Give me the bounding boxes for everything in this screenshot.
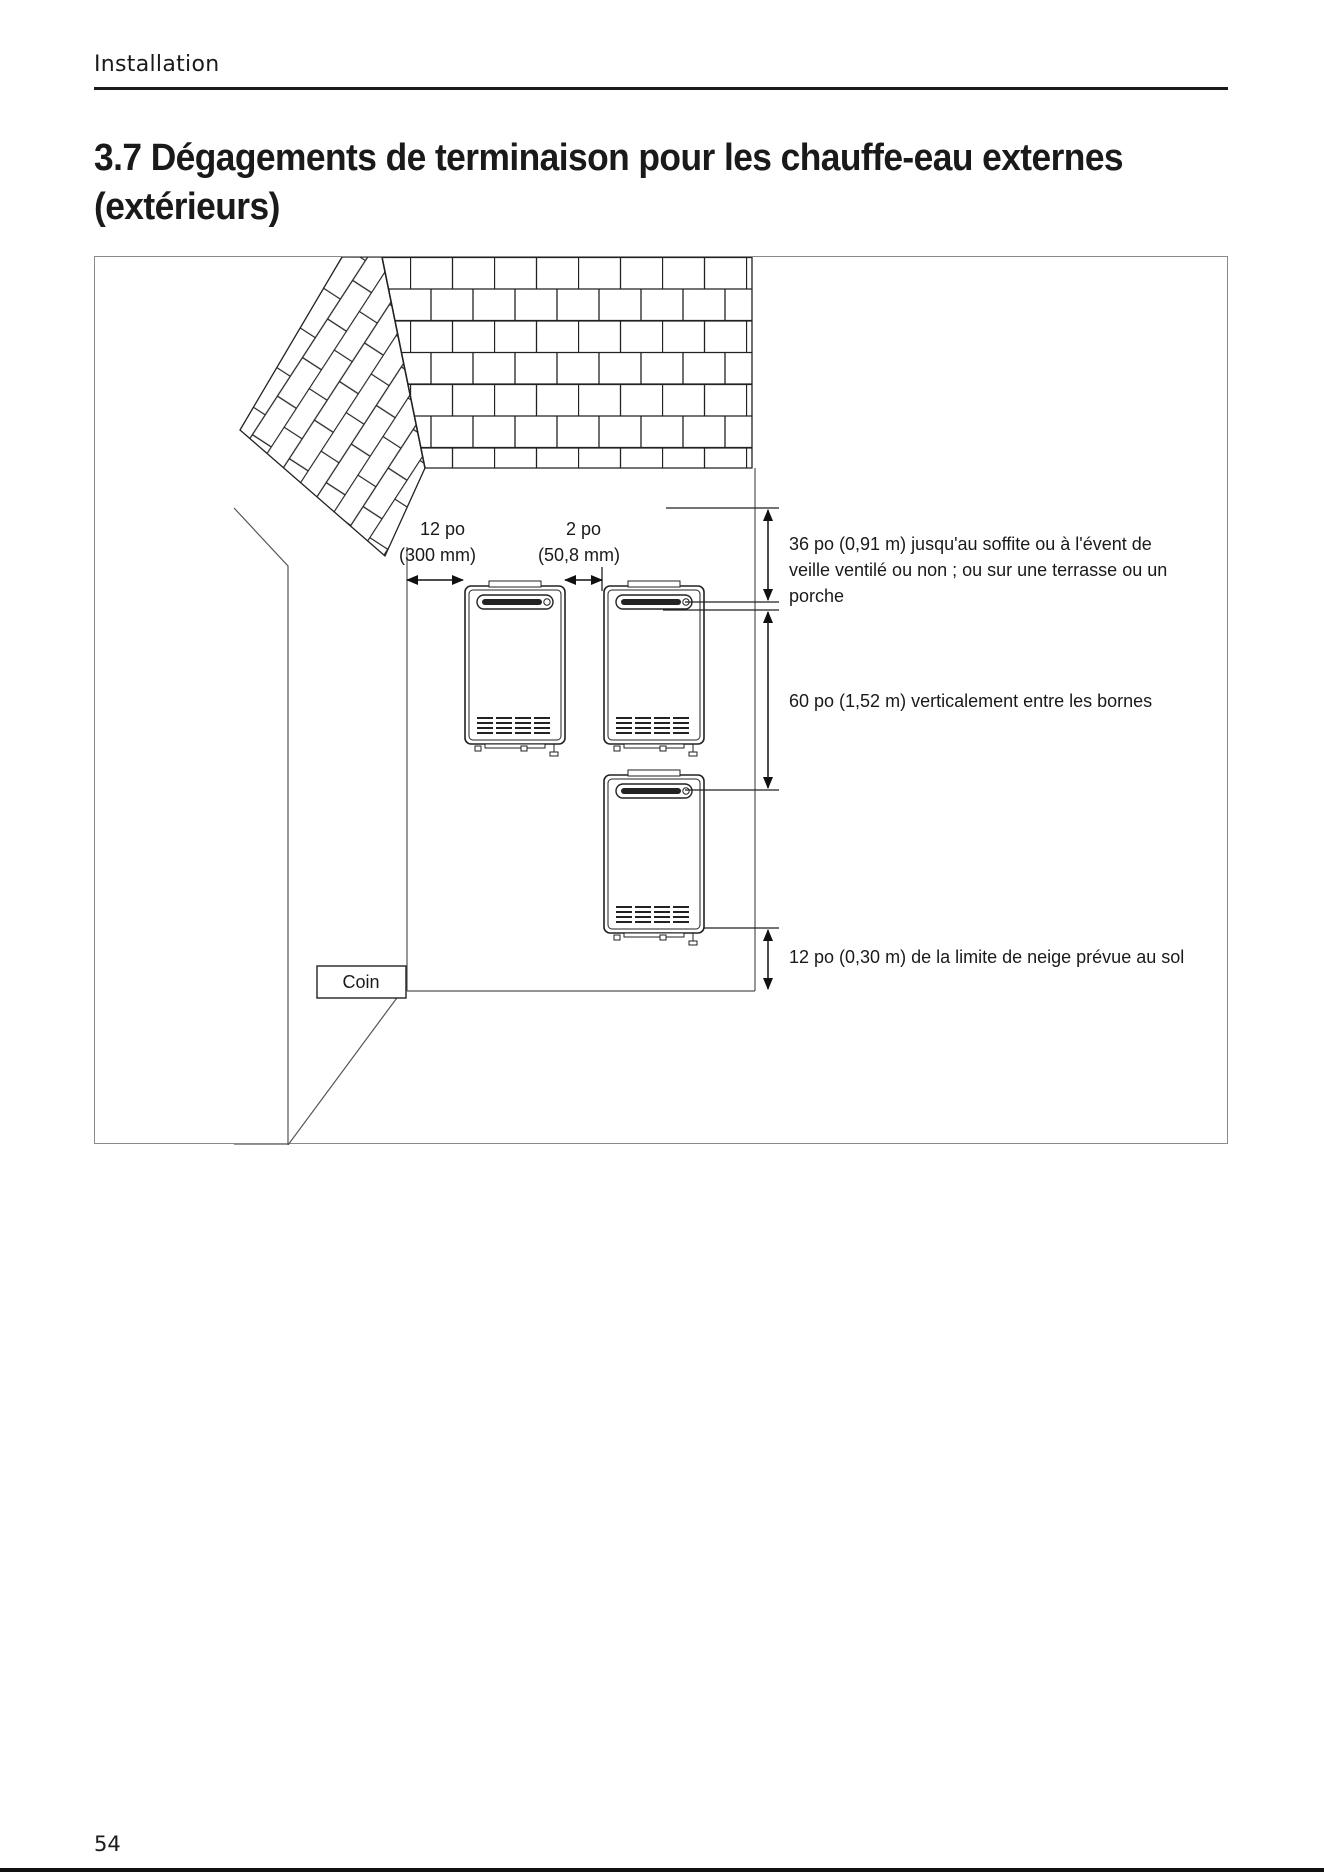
water-heater-2 bbox=[604, 581, 704, 756]
snow-clearance-note: 12 po (0,30 m) de la limite de neige prévue au sol bbox=[789, 947, 1185, 967]
soffit-note-line-2: veille ventilé ou non ; ou sur une terrasse ou un bbox=[789, 560, 1168, 580]
between-clearance-label: 2 po bbox=[566, 519, 602, 539]
clearance-diagram bbox=[94, 256, 1228, 1144]
soffit-note-line-1: 36 po (0,91 m) jusqu'au soffite ou à l'évent de bbox=[789, 534, 1152, 554]
between-clearance-metric: (50,8 mm) bbox=[538, 545, 621, 565]
water-heater-1 bbox=[465, 581, 565, 756]
header-rule bbox=[94, 87, 1228, 90]
page-number: 54 bbox=[94, 1832, 121, 1856]
page-bottom-edge bbox=[0, 1868, 1324, 1872]
vertical-clearance-note: 60 po (1,52 m) verticalement entre les bornes bbox=[789, 691, 1153, 711]
soffit-note-line-3: porche bbox=[789, 586, 845, 606]
side-clearance-label: 12 po bbox=[420, 519, 466, 539]
side-clearance-metric: (300 mm) bbox=[399, 545, 477, 565]
running-header: Installation bbox=[94, 52, 220, 77]
corner-label: Coin bbox=[342, 972, 380, 992]
section-title: 3.7 Dégagements de terminaison pour les chauffe-eau externes (extérieurs) bbox=[94, 137, 1124, 228]
water-heater-3 bbox=[604, 770, 704, 945]
